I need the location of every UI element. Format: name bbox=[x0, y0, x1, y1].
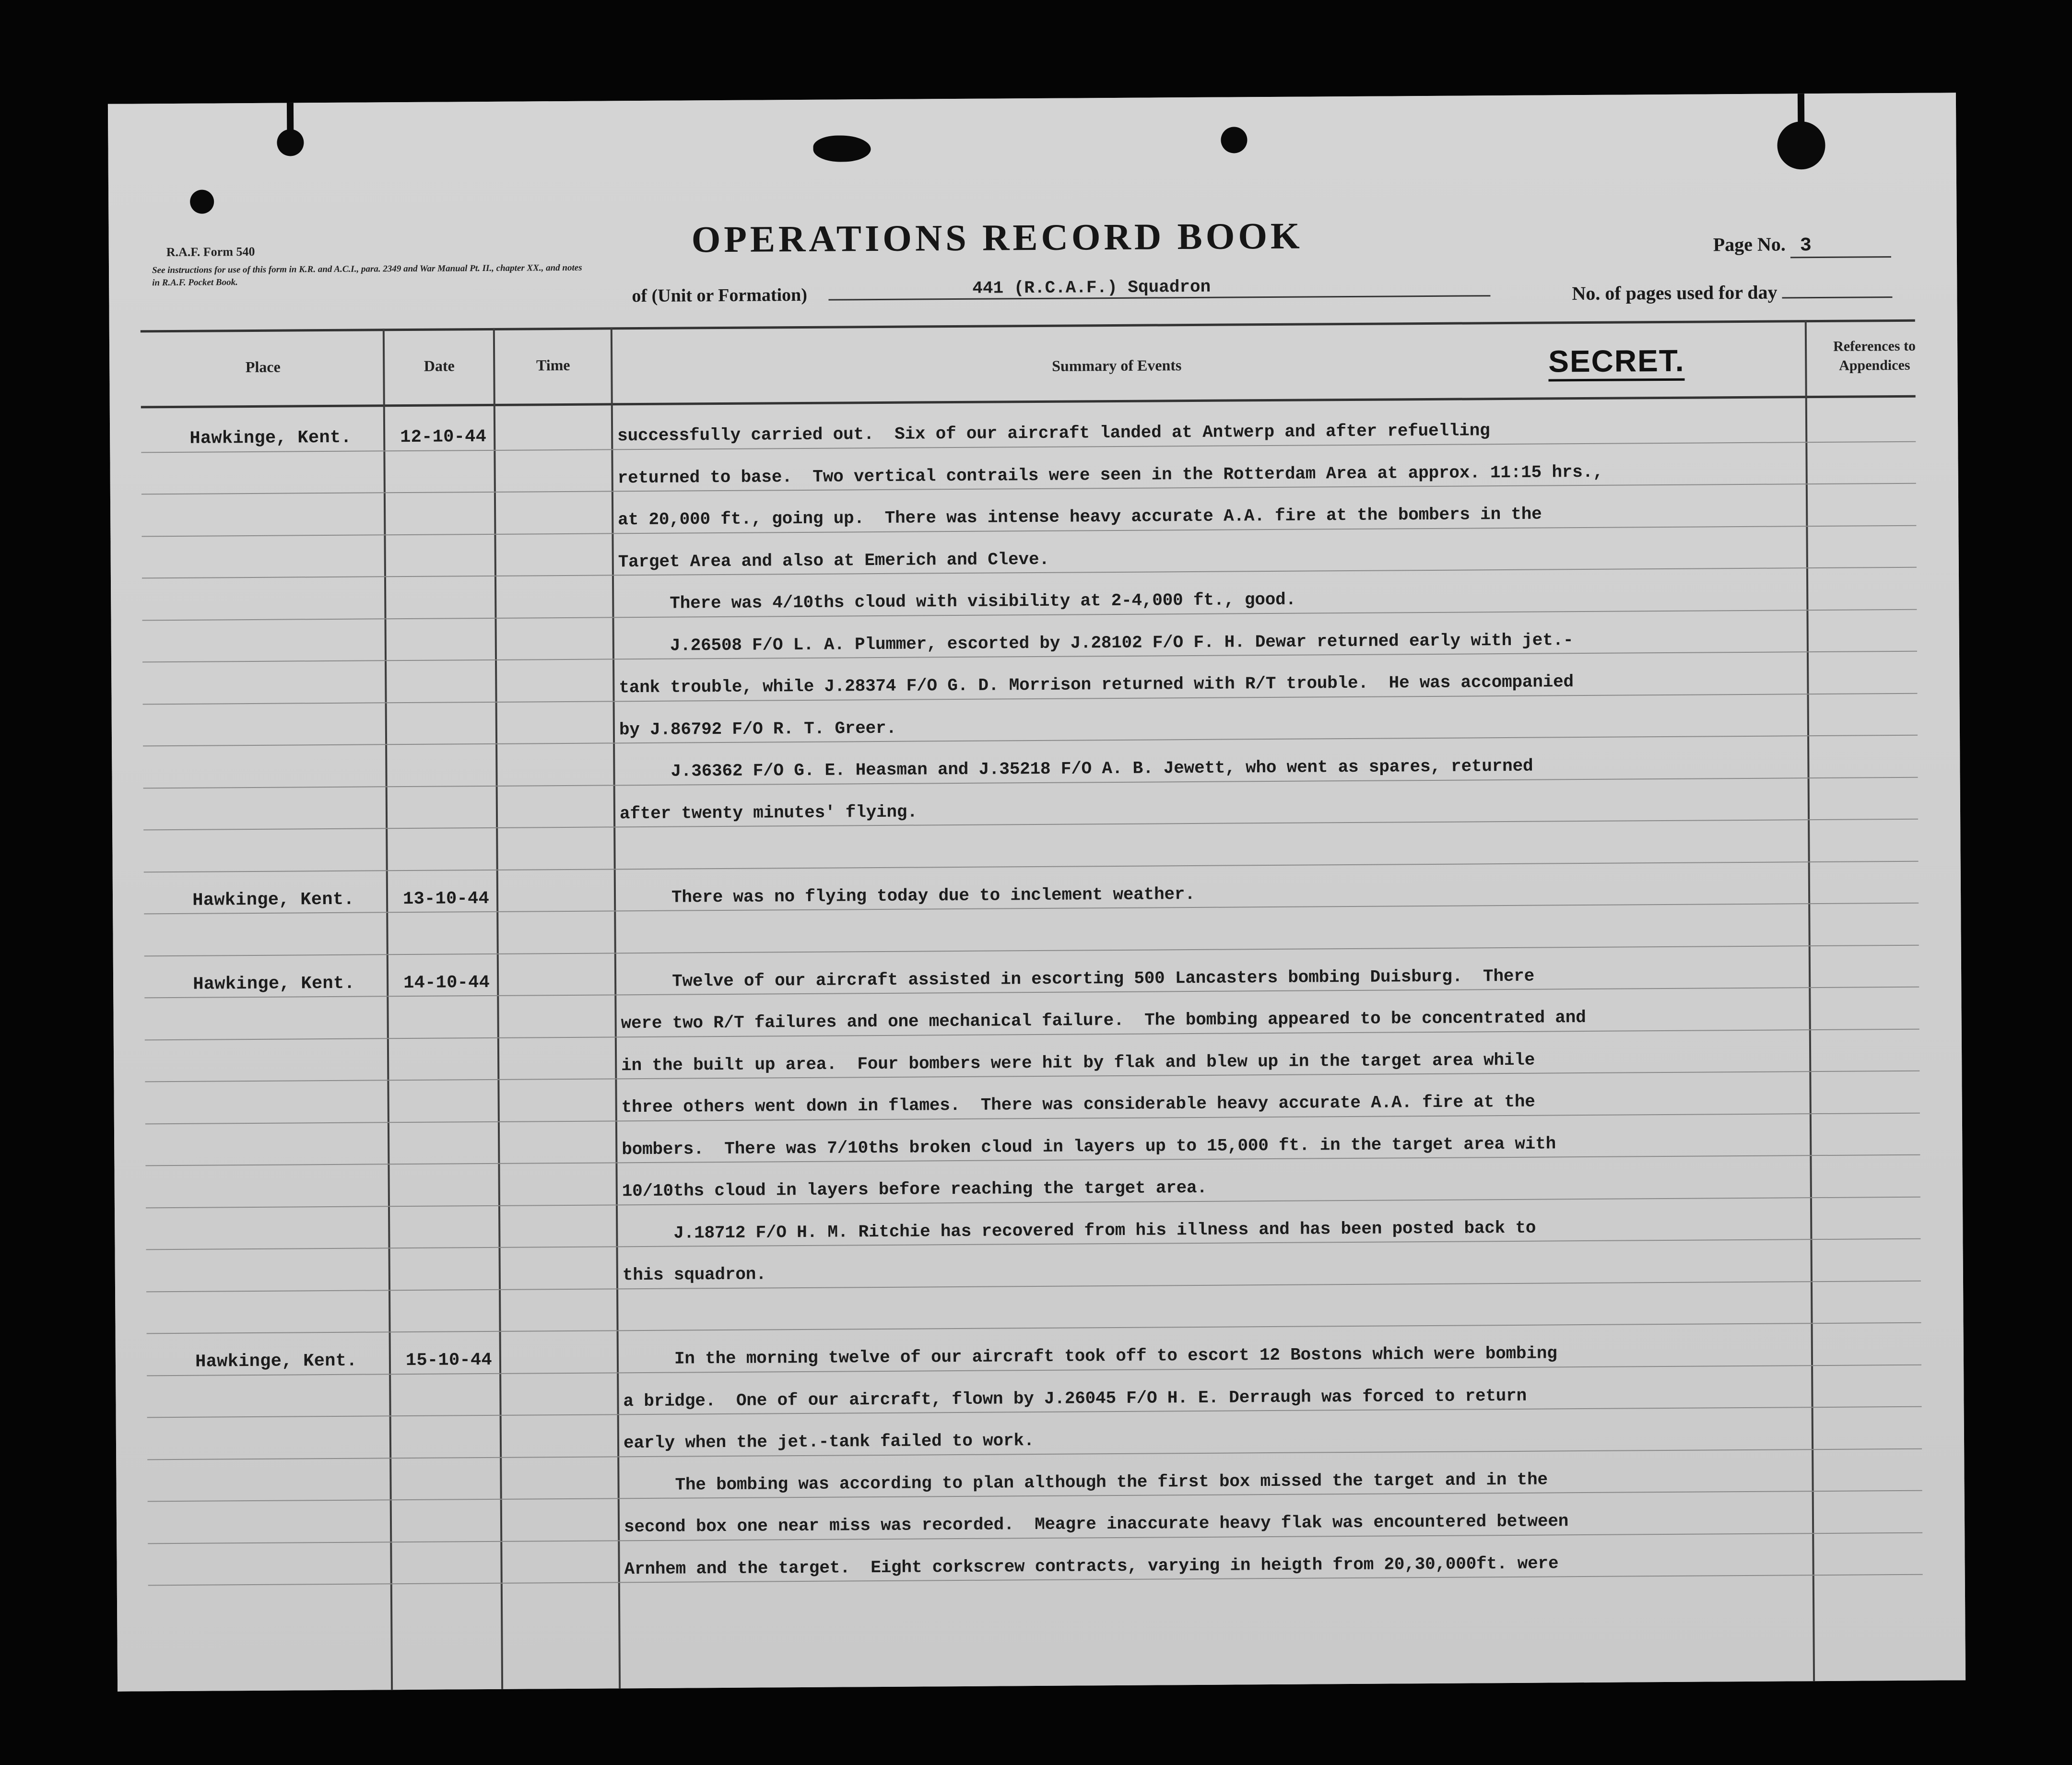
entry-place bbox=[155, 1225, 395, 1226]
entry-summary-line: J.36362 F/O G. E. Heasman and J.35218 F/O A. B. Jewett, who went as spares, returned bbox=[619, 756, 1533, 782]
entry-place bbox=[152, 637, 392, 639]
header-bottom-border bbox=[141, 395, 1916, 409]
punch-hole-center bbox=[1221, 127, 1247, 153]
row-rule bbox=[144, 860, 1919, 872]
pages-used-value bbox=[1782, 296, 1893, 298]
col-divider-summary bbox=[1805, 320, 1815, 1681]
entry-summary-line: 10/10ths cloud in layers before reaching the target area. bbox=[622, 1177, 1207, 1201]
entry-place: Hawkinge, Kent. bbox=[192, 889, 354, 911]
punch-hole-left bbox=[277, 129, 304, 156]
entry-summary-line: J.18712 F/O H. M. Ritchie has recovered from his illness and has been posted back to bbox=[622, 1218, 1536, 1243]
page-number bbox=[1713, 232, 1891, 259]
entry-place bbox=[152, 553, 391, 555]
entry-summary-line: There was no flying today due to inclement weather. bbox=[620, 884, 1195, 907]
header-references: References to Appendices bbox=[1833, 338, 1916, 374]
entry-place bbox=[156, 1309, 396, 1310]
entry-place bbox=[153, 763, 392, 765]
page-title: OPERATIONS RECORD BOOK bbox=[691, 214, 1303, 260]
entry-summary-line: by J.86792 F/O R. T. Greer. bbox=[619, 718, 896, 740]
record-page bbox=[108, 93, 1966, 1691]
row-rule bbox=[147, 1322, 1921, 1334]
col-divider-date bbox=[493, 328, 503, 1689]
entry-summary-line: were two R/T failures and one mechanical failure. The bombing appeared to be concentrated and bbox=[621, 1008, 1586, 1034]
entry-place bbox=[152, 595, 391, 597]
entry-date: 12-10-44 bbox=[400, 426, 487, 448]
pages-used-label: No. of pages used for day bbox=[1572, 281, 1778, 305]
entry-summary-line: early when the jet.-tank failed to work. bbox=[623, 1431, 1035, 1453]
entry-place bbox=[151, 470, 391, 471]
col-divider-time bbox=[611, 327, 621, 1688]
entry-date: 13-10-44 bbox=[402, 888, 490, 909]
table-top-border bbox=[141, 319, 1915, 333]
punch-hole-top-ink-blot bbox=[813, 135, 871, 162]
entry-summary-line: at 20,000 ft., going up. There was intense heavy accurate A.A. fire at the bombers in the bbox=[618, 504, 1542, 530]
entry-place bbox=[153, 931, 393, 932]
entry-place bbox=[155, 1141, 395, 1142]
page-number-label: Page No. bbox=[1713, 233, 1786, 256]
entry-summary-line: In the morning twelve of our aircraft took off to escort 12 Bostons which were bombing bbox=[623, 1343, 1557, 1369]
header-time: Time bbox=[536, 356, 570, 374]
entry-place bbox=[157, 1435, 397, 1436]
row-rule bbox=[143, 735, 1918, 747]
entry-summary-line: Twelve of our aircraft assisted in escorting 500 Lancasters bombing Duisburg. There bbox=[620, 966, 1535, 991]
entry-place bbox=[155, 1183, 395, 1184]
entry-summary-line: a bridge. One of our aircraft, flown by J.26045 F/O H. E. Derraugh was forced to return bbox=[623, 1386, 1527, 1411]
entry-date: 14-10-44 bbox=[403, 972, 490, 993]
unit-label: of (Unit or Formation) bbox=[632, 284, 808, 306]
form-instructions: See instructions for use of this form in K.R. and A.C.I., para. 2349 and War Manual Pt. II., chapter XX., and notes in R.A.F. Pocket Book. bbox=[152, 262, 582, 288]
header-summary: Summary of Events bbox=[1052, 356, 1182, 375]
entry-summary-line: bombers. There was 7/10ths broken cloud in layers up to 15,000 ft. in the target area with bbox=[622, 1133, 1556, 1159]
entry-summary-line: in the built up area. Four bombers were hit by flak and blew up in the target area while bbox=[621, 1050, 1535, 1075]
entry-place: Hawkinge, Kent. bbox=[193, 973, 355, 995]
entry-place bbox=[155, 1099, 395, 1100]
row-rule bbox=[146, 1280, 1921, 1292]
entry-place bbox=[153, 805, 393, 807]
entry-summary-line: tank trouble, while J.28374 F/O G. D. Morrison returned with R/T trouble. He was accompanied bbox=[619, 672, 1574, 698]
entry-summary-line: Target Area and also at Emerich and Cleve. bbox=[618, 549, 1049, 572]
row-rule bbox=[144, 944, 1919, 956]
entry-place bbox=[151, 511, 391, 513]
entry-summary-line: after twenty minutes' flying. bbox=[619, 802, 918, 824]
punch-hole-small bbox=[190, 189, 214, 213]
entry-place bbox=[154, 1057, 394, 1059]
row-rule bbox=[143, 819, 1918, 831]
entry-place: Hawkinge, Kent. bbox=[195, 1351, 357, 1372]
page-number-value: 3 bbox=[1790, 235, 1891, 258]
entry-place: Hawkinge, Kent. bbox=[189, 427, 352, 449]
entry-place bbox=[152, 679, 392, 681]
row-rule bbox=[147, 1448, 1922, 1460]
entry-place bbox=[157, 1477, 397, 1478]
entry-summary-line: J.26508 F/O L. A. Plummer, escorted by J.28102 F/O F. H. Dewar returned early with jet.- bbox=[618, 630, 1574, 656]
form-number: R.A.F. Form 540 bbox=[166, 244, 255, 259]
entry-place bbox=[154, 1015, 394, 1016]
unit-value: 441 (R.C.A.F.) Squadron bbox=[828, 275, 1490, 300]
entry-place bbox=[153, 721, 392, 723]
entry-place bbox=[156, 1267, 396, 1268]
entry-summary-line: this squadron. bbox=[622, 1264, 766, 1285]
entry-summary-line: There was 4/10ths cloud with visibility at 2-4,000 ft., good. bbox=[618, 589, 1296, 614]
entry-date: 15-10-44 bbox=[405, 1350, 493, 1371]
entry-place bbox=[153, 847, 393, 848]
entry-summary-line: The bombing was according to plan although the first box missed the target and in the bbox=[624, 1470, 1548, 1495]
pages-used bbox=[1572, 280, 1892, 305]
punch-hole-right bbox=[1777, 121, 1825, 170]
col-divider-place bbox=[383, 329, 393, 1690]
header-date: Date bbox=[424, 357, 455, 375]
entry-place bbox=[156, 1393, 396, 1394]
entry-summary-line: returned to base. Two vertical contrails were seen in the Rotterdam Area at approx. 11:15 hrs., bbox=[617, 462, 1603, 488]
header-place: Place bbox=[245, 358, 281, 376]
entry-summary-line: three others went down in flames. There was considerable heavy accurate A.A. fire at the bbox=[621, 1092, 1535, 1118]
secret-stamp: SECRET. bbox=[1548, 343, 1685, 382]
entry-place bbox=[157, 1561, 397, 1562]
entry-summary-line: successfully carried out. Six of our aircraft landed at Antwerp and after refuelling bbox=[617, 421, 1490, 446]
entry-summary-line: second box one near miss was recorded. Meagre inaccurate heavy flak was encountered between bbox=[624, 1511, 1569, 1537]
entry-summary-line: Arnhem and the target. Eight corkscrew contracts, varying in heigth from 20,30,000ft. were bbox=[624, 1553, 1559, 1579]
entry-place bbox=[157, 1518, 397, 1520]
